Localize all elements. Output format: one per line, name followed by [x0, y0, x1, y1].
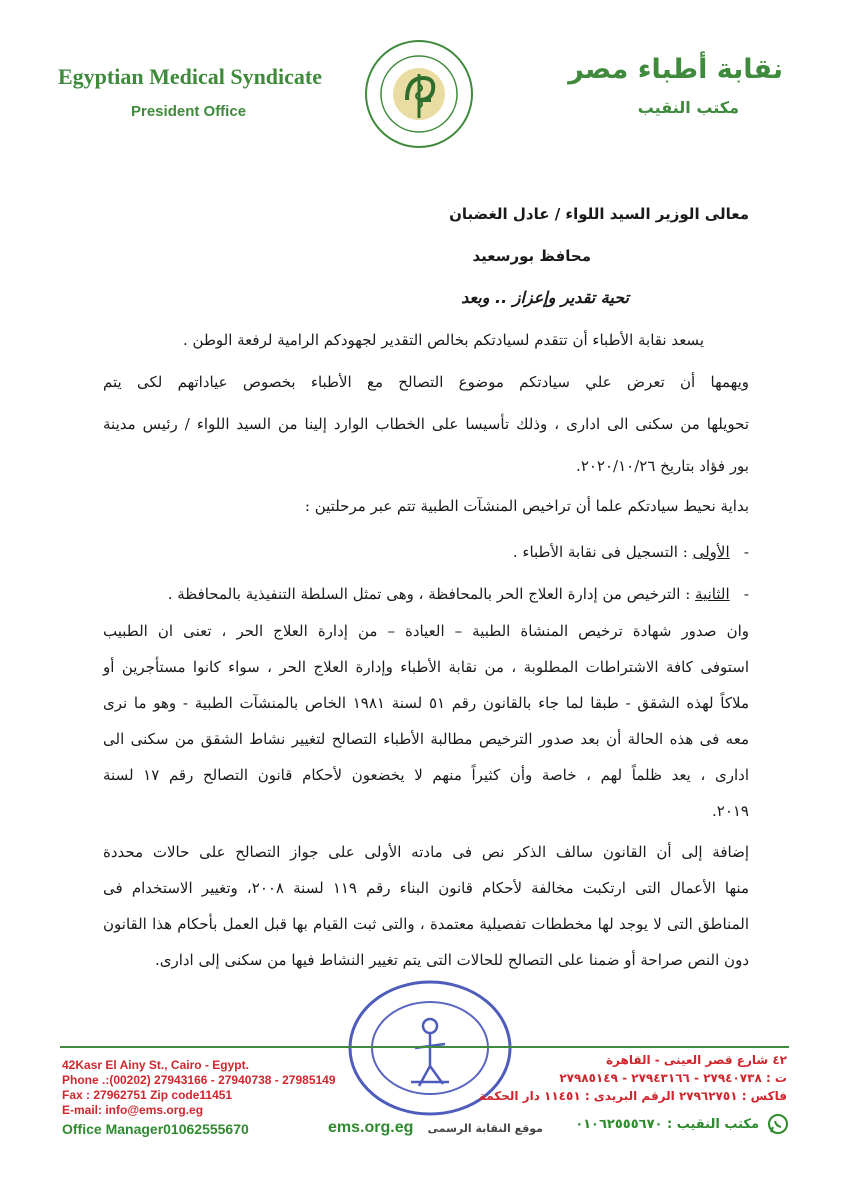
- paragraph-4-line-5: ادارى ، يعد ظلماً لهم ، خاصة وأن كثيراً منهم لا يخضعون لأحكام قانون التصالح رقم ١٧ لسنة: [103, 766, 749, 784]
- header-ar-title: نقابة أطباء مصر: [568, 54, 783, 85]
- paragraph-4-line-1: وان صدور شهادة ترخيص المنشاة الطبية – العيادة – من إدارة العلاج الحر ، تعنى ان الطبيب: [103, 622, 749, 640]
- greeting: تحية تقدير وإعزاز .. وبعد: [461, 288, 629, 307]
- footer-address-ar: ٤٢ شارع قصر العينى - القاهرة: [605, 1053, 787, 1067]
- header-en-title: Egyptian Medical Syndicate: [58, 64, 323, 89]
- paragraph-2-line-1: ويهمها أن تعرض علي سيادتكم موضوع التصالح مع الأطباء بخصوص عياداتهم لكى يتم: [103, 373, 749, 391]
- bullet-1: [513, 543, 749, 561]
- bullet-2-label: الثانية: [695, 585, 730, 603]
- syndicate-logo: [363, 38, 475, 150]
- footer-phone-en: Phone .:(00202) 27943166 - 27940738 - 27985149: [62, 1073, 336, 1087]
- paragraph-5-line-1: إضافة إلى أن القانون سالف الذكر نص فى مادته الأولى على جواز التصالح على حالات محددة: [103, 843, 749, 861]
- paragraph-5-line-4: دون النص صراحة أو ضمنا على التصالح للحالات التى يتم تغيير النشاط فيها من سكنى إلى ادارى.: [154, 951, 749, 969]
- bullet-2-text: : الترخيص من إدارة العلاج الحر بالمحافظة ، وهى تمثل السلطة التنفيذية بالمحافظة .: [167, 585, 691, 603]
- footer-fax-ar: فاكس : ٢٧٩٦٢٧٥١ الرقم البريدى : ١١٤٥١ دار الحكمة: [478, 1089, 787, 1103]
- footer-office-manager-ar: مكتب النقيب : ٠١٠٦٢٥٥٥٦٧٠: [575, 1117, 759, 1132]
- paragraph-2-line-2: تحويلها من سكنى الى ادارى ، وذلك تأسيسا على الخطاب الوارد إلينا من السيد اللواء / رئيس مدينة: [103, 415, 749, 433]
- bullet-1-label: الأولى: [692, 543, 730, 561]
- paragraph-5-line-3: المناطق التى لا يوجد لها مخططات تفصيلية معتمدة ، والتى ثبت القيام بها قبل العمل بأحكام هذا القانون: [103, 915, 749, 933]
- bullet-2: [168, 585, 749, 603]
- footer-office-manager-en: Office Manager01062555670: [62, 1121, 249, 1137]
- paragraph-4-line-3: ملاكاً لهذه الشقق - طبقا لما جاء بالقانون رقم ٥١ لسنة ١٩٨١ الخاص بالمنشآت الطبية - وهو ما نرى: [103, 694, 749, 712]
- footer-address-en: 42Kasr El Ainy St., Cairo - Egypt.: [62, 1058, 249, 1072]
- footer-email-en[interactable]: E-mail: info@ems.org.eg: [62, 1103, 204, 1117]
- footer-fax-en: Fax : 27962751 Zip code11451: [62, 1088, 233, 1102]
- bullet-1-text: : التسجيل فى نقابة الأطباء .: [512, 543, 688, 561]
- footer-website-label-ar: موقع النقابة الرسمى: [427, 1122, 543, 1135]
- footer-website[interactable]: ems.org.eg: [328, 1119, 414, 1136]
- paragraph-2-line-3: بور فؤاد بتاريخ ٢٠٢٠/١٠/٢٦.: [576, 457, 749, 475]
- paragraph-4-line-2: استوفى كافة الاشتراطات المطلوبة ، من نقابة الأطباء وإدارة العلاج الحر ، سواء كانوا مستأجرين أو: [103, 658, 749, 676]
- header-ar-subtitle: مكتب النقيب: [637, 98, 739, 117]
- recipient: معالى الوزير السيد اللواء / عادل الغضبان: [449, 205, 749, 223]
- paragraph-4-line-6: ٢٠١٩.: [711, 802, 749, 820]
- paragraph-1: يسعد نقابة الأطباء أن تتقدم لسيادتكم بخالص التقدير لجهودكم الرامية لرفعة الوطن .: [182, 331, 704, 349]
- bullet-dash: -: [729, 543, 749, 561]
- recipient-title: محافظ بورسعيد: [472, 247, 591, 265]
- footer-phone-ar: ت : ٢٧٩٤٠٧٣٨ - ٢٧٩٤٣١٦٦ - ٢٧٩٨٥١٤٩: [559, 1071, 787, 1085]
- footer-divider: [60, 1046, 789, 1048]
- paragraph-5-line-2: منها الأعمال التى ارتكبت مخالفة لأحكام قانون البناء رقم ١١٩ لسنة ٢٠٠٨، وتغيير الاستخدام فى: [103, 879, 749, 897]
- paragraph-3: بداية نحيط سيادتكم علما أن تراخيص المنشآت الطبية تتم عبر مرحلتين :: [304, 497, 749, 515]
- header-en-subtitle: President Office: [131, 103, 247, 120]
- whatsapp-icon: [767, 1113, 789, 1135]
- paragraph-4-line-4: معه فى هذه الحالة أن بعد صدور الترخيص مطالبة الأطباء التصالح لتغيير نشاط الشقق من سكنى الى: [103, 730, 749, 748]
- bullet-dash: -: [729, 585, 749, 603]
